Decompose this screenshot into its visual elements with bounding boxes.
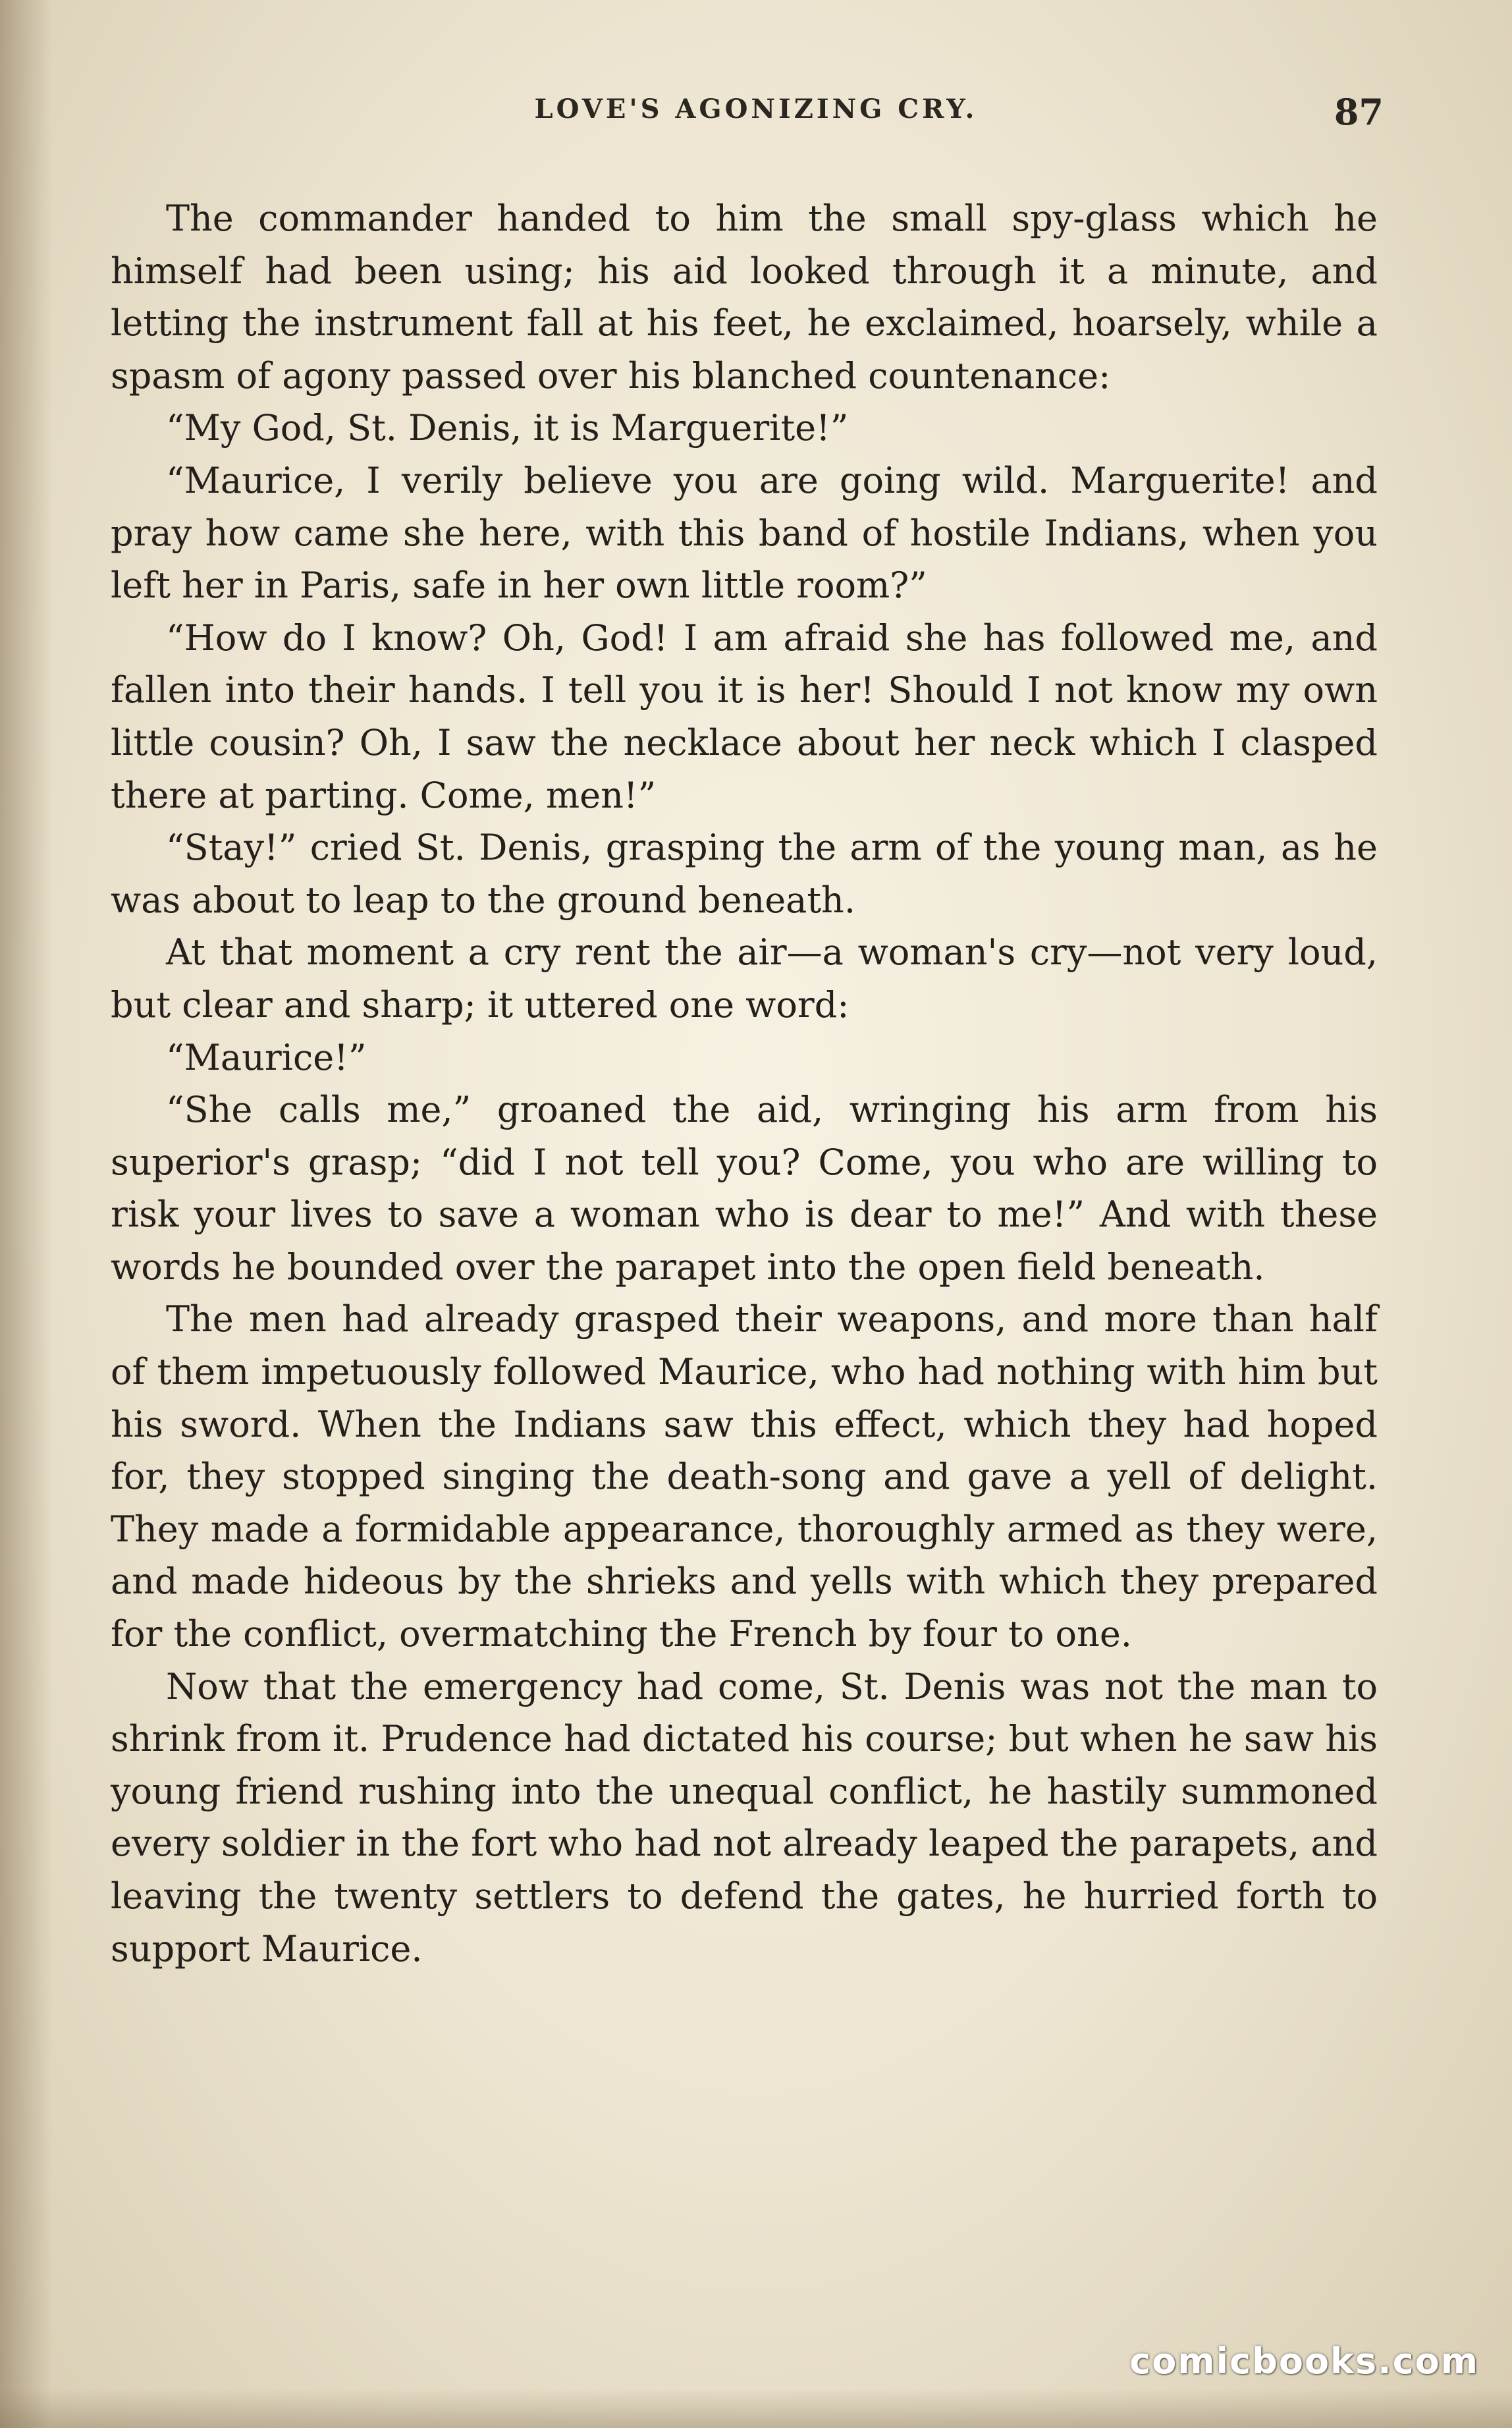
paragraph: “How do I know? Oh, God! I am afraid she has followed me, and fallen into their hands. I tell you it is her! Should I not know my own little cousin? Oh, I saw the necklace about her neck which I clasped there at parting. Come, men!” [111,617,1378,816]
paragraph: “My God, St. Denis, it is Marguerite!” [166,407,849,449]
page-bottom-shadow [0,2388,1512,2428]
paragraph: Now that the emergency had come, St. Denis was not the man to shrink from it. Prudence had dictated his course; but when he saw his young friend rushing into the unequal conflict, he hastily summoned every soldier in the fort who had not already leaped the parapets, and leaving the twenty settlers to defend the gates, he hurried forth to support Maurice. [111,1665,1378,1970]
paragraph: The men had already grasped their weapons, and more than half of them impetuously followed Maurice, who had nothing with him but his sword. When the Indians saw this effect, which they had hoped for, they stopped singing the death-song and gave a yell of delight. They made a formidable appearance, thoroughly armed as they were, and made hideous by the shrieks and yells with which they prepared for the conflict, overmatching the French by four to one. [111,1298,1378,1655]
paragraph: At that moment a cry rent the air—a woman's cry—not very loud, but clear and sharp; it uttered one word: [111,931,1378,1026]
running-head: LOVE'S AGONIZING CRY. [534,94,978,124]
body-text [111,192,1378,1975]
paragraph: “Stay!” cried St. Denis, grasping the arm of the young man, as he was about to leap to the ground beneath. [111,827,1378,921]
paragraph: “She calls me,” groaned the aid, wringing his arm from his superior's grasp; “did I not tell you? Come, you who are willing to risk your lives to save a woman who is dear to me!” And with these words he bounded over the parapet into the open field beneath. [111,1089,1378,1288]
paragraph: The commander handed to him the small spy-glass which he himself had been using; his aid looked through it a minute, and letting the instrument fall at his feet, he exclaimed, hoarsely, while a spasm of agony passed over his blanched countenance: [111,198,1378,397]
paragraph: “Maurice, I verily believe you are going wild. Marguerite! and pray how came she here, with this band of hostile Indians, when you left her in Paris, safe in her own little room?” [111,459,1378,607]
watermark: comicbooks.com [1129,2340,1479,2382]
paragraph: “Maurice!” [166,1036,367,1078]
page-edge-shadow [0,0,53,2428]
page-number: 87 [1334,91,1384,133]
